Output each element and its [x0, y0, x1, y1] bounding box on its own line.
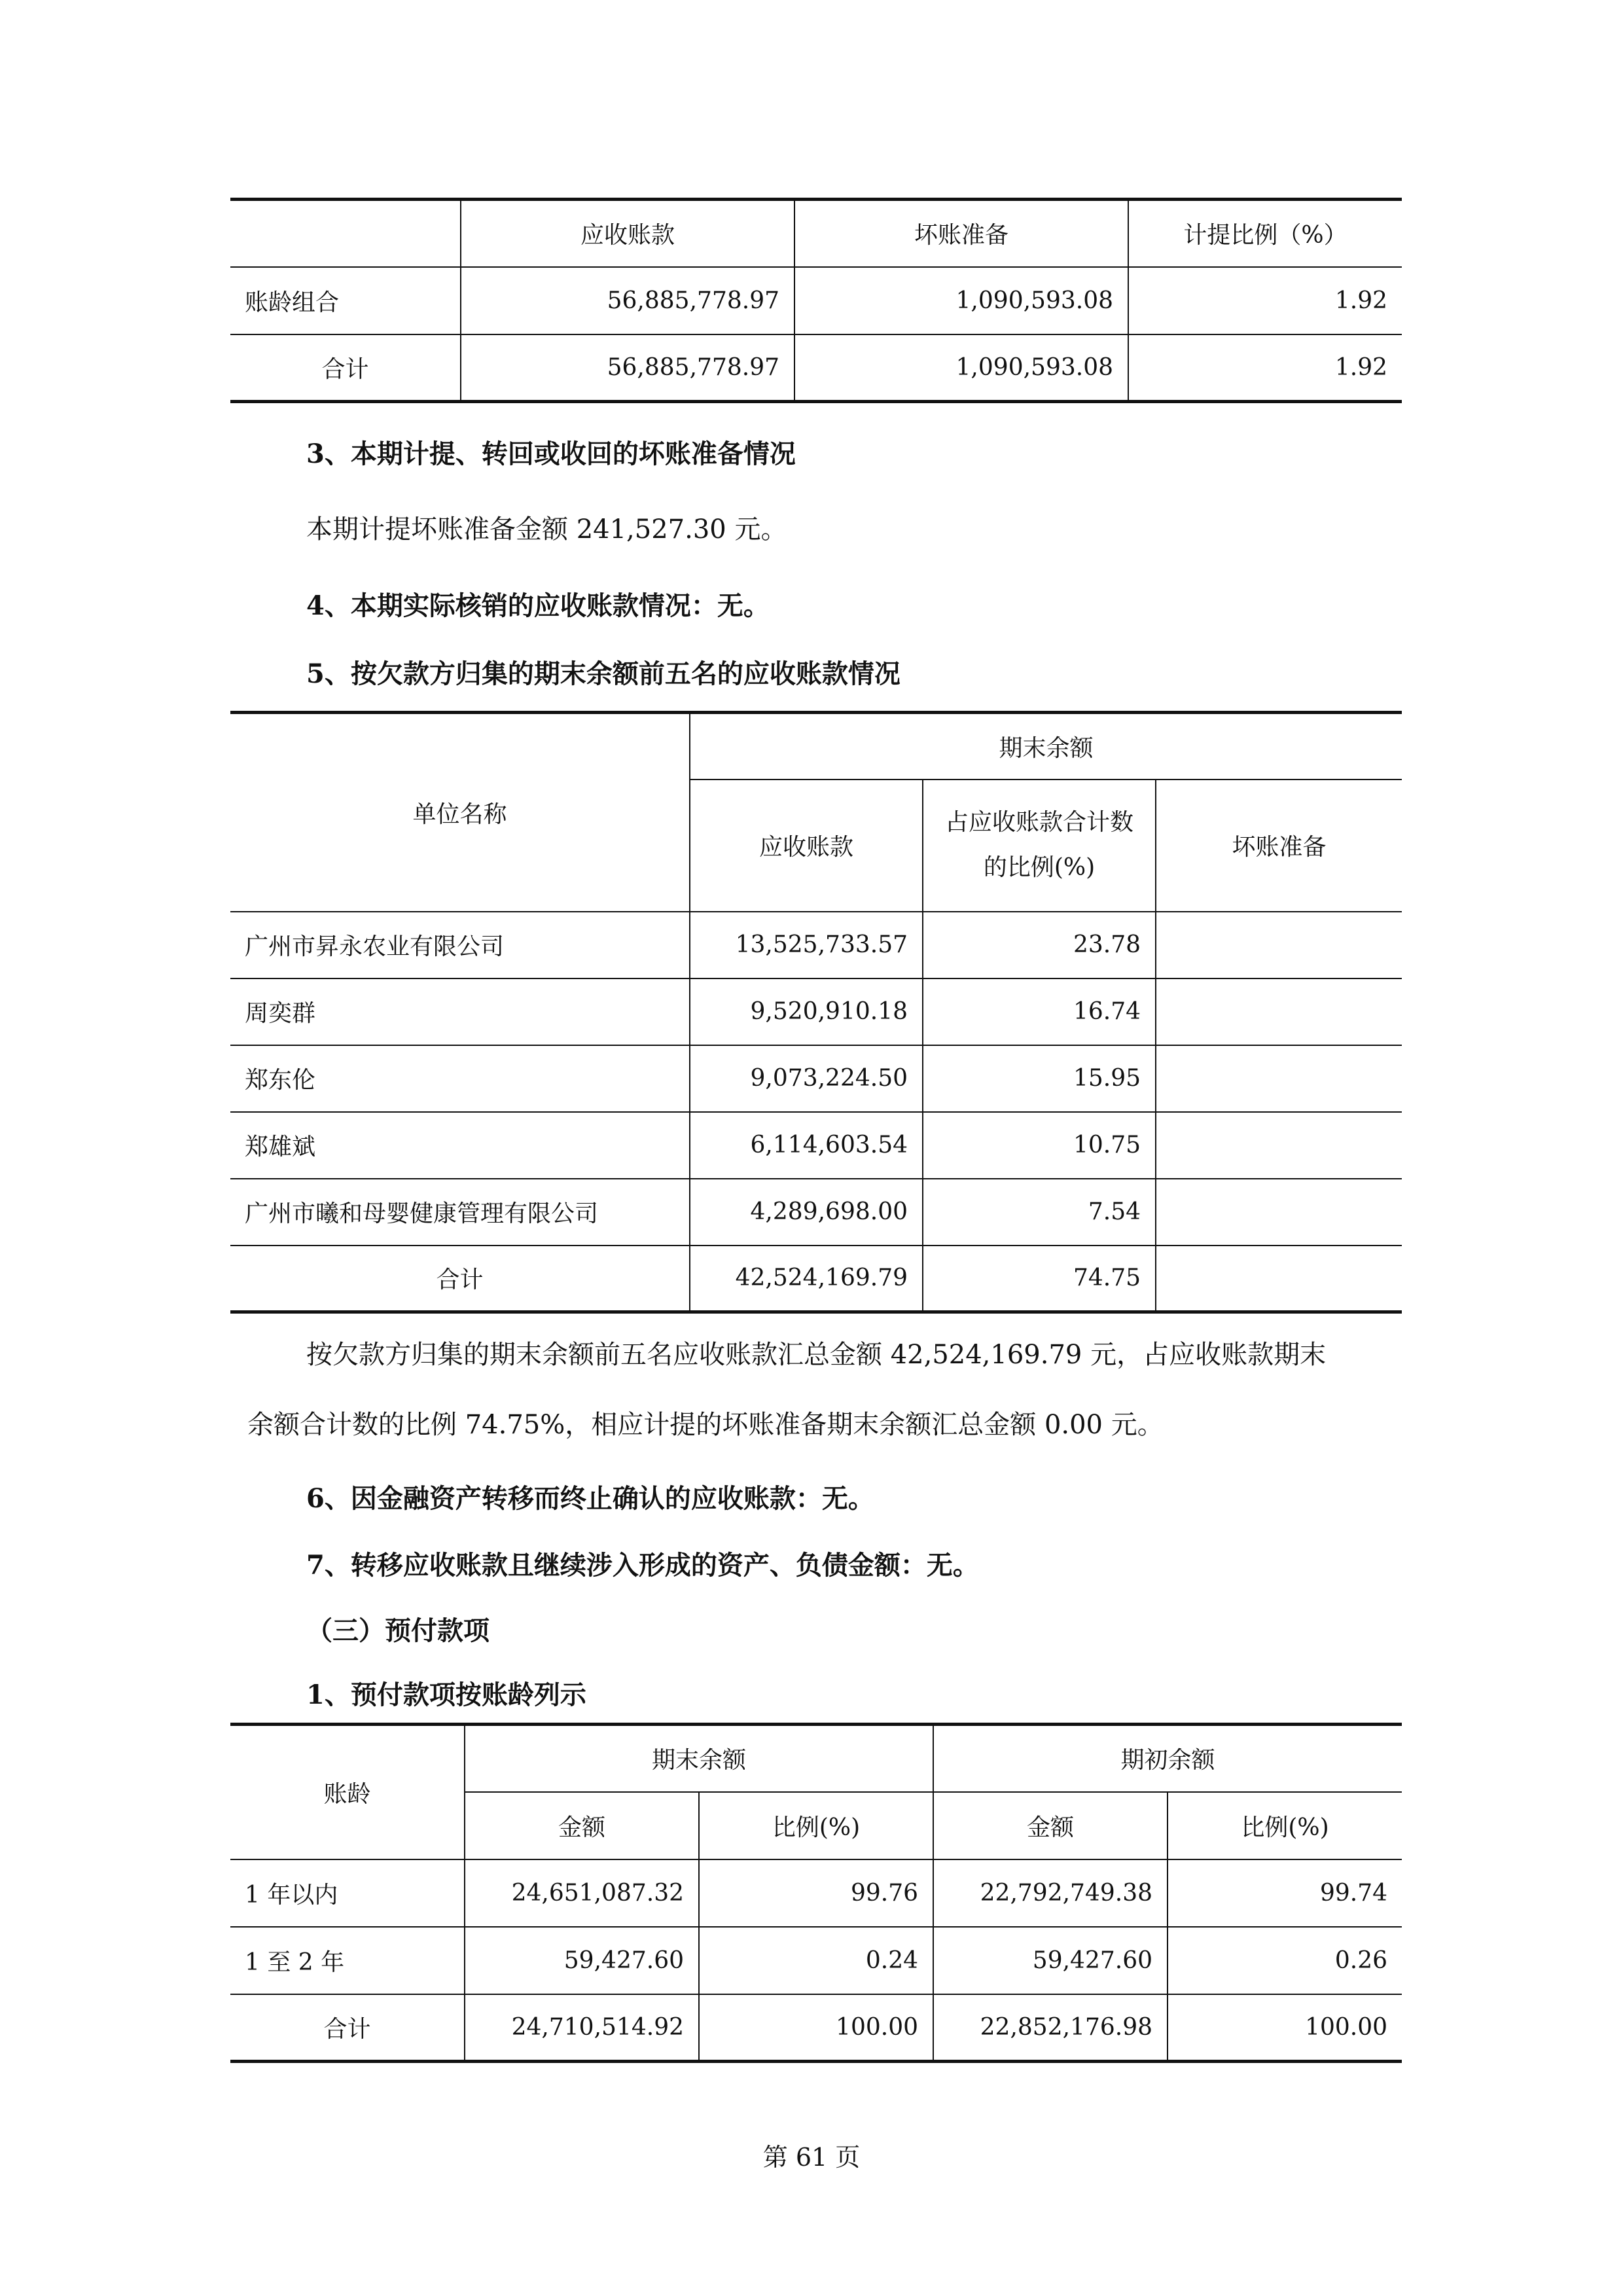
section-heading: 5、按欠款方归集的期末余额前五名的应收账款情况	[306, 658, 901, 689]
page-number: 第 61 页	[762, 2143, 861, 2172]
table-cell: 99.76	[699, 1859, 933, 1927]
table-cell	[1156, 1179, 1402, 1246]
table-cell	[1156, 978, 1402, 1045]
table-cell: 42,524,169.79	[690, 1246, 923, 1312]
table-cell: 周奕群	[230, 978, 690, 1045]
table-total-row	[230, 1246, 1402, 1312]
table-total-row	[230, 1994, 1402, 2062]
table-total-row	[230, 334, 1402, 402]
table-cell: 1 至 2 年	[230, 1927, 465, 1994]
table-header-row	[230, 1725, 1402, 1792]
table-cell: 合计	[230, 1994, 465, 2062]
table-cell: 账龄组合	[230, 267, 461, 334]
table-cell: 合计	[230, 1246, 690, 1312]
table-cell: 6,114,603.54	[690, 1112, 923, 1179]
section-heading: 3、本期计提、转回或收回的坏账准备情况	[306, 439, 796, 469]
table-cell: 15.95	[923, 1045, 1156, 1112]
table-cell: 23.78	[923, 912, 1156, 978]
table-cell: 24,651,087.32	[465, 1859, 699, 1927]
header-line: 的比例(%)	[983, 853, 1096, 881]
table-cell	[1156, 912, 1402, 978]
table-header-cell: 单位名称	[230, 713, 690, 912]
table-row	[230, 1112, 1402, 1179]
table-cell: 22,792,749.38	[933, 1859, 1168, 1927]
table-cell: 7.54	[923, 1179, 1156, 1246]
table-row	[230, 912, 1402, 978]
table-row	[230, 1179, 1402, 1246]
table-header-cell: 期初余额	[933, 1725, 1402, 1792]
table-cell: 24,710,514.92	[465, 1994, 699, 2062]
table-cell: 59,427.60	[933, 1927, 1168, 1994]
table-header-cell: 期末余额	[690, 713, 1402, 780]
table-header-cell: 账龄	[230, 1725, 465, 1859]
table-header-row	[230, 200, 1402, 267]
bad-debt-summary-table	[230, 198, 1402, 403]
table-cell: 99.74	[1168, 1859, 1402, 1927]
table-cell: 0.26	[1168, 1927, 1402, 1994]
prepayment-aging-table	[230, 1723, 1402, 2063]
table-cell: 10.75	[923, 1112, 1156, 1179]
table-cell: 56,885,778.97	[461, 334, 794, 402]
section-heading: 6、因金融资产转移而终止确认的应收账款：无。	[306, 1483, 874, 1514]
top-five-debtors-table	[230, 711, 1402, 1314]
table-header-cell	[923, 780, 1156, 912]
table-header-row	[230, 713, 1402, 780]
table-cell: 郑雄斌	[230, 1112, 690, 1179]
table-cell: 广州市曦和母婴健康管理有限公司	[230, 1179, 690, 1246]
table-row	[230, 1859, 1402, 1927]
section-heading: （三）预付款项	[306, 1615, 490, 1646]
table-header-cell: 计提比例（%）	[1128, 200, 1402, 267]
table-cell: 74.75	[923, 1246, 1156, 1312]
table-cell: 郑东伦	[230, 1045, 690, 1112]
table-row	[230, 978, 1402, 1045]
table-cell: 1 年以内	[230, 1859, 465, 1927]
table-header-cell: 应收账款	[690, 780, 923, 912]
table-cell	[1156, 1045, 1402, 1112]
table-cell: 16.74	[923, 978, 1156, 1045]
table-cell: 1,090,593.08	[794, 267, 1128, 334]
table-cell: 合计	[230, 334, 461, 402]
table-row	[230, 1927, 1402, 1994]
table-header-cell: 比例(%)	[1168, 1792, 1402, 1859]
table-row	[230, 1045, 1402, 1112]
table-cell: 100.00	[1168, 1994, 1402, 2062]
table-cell: 13,525,733.57	[690, 912, 923, 978]
table-cell	[1156, 1112, 1402, 1179]
table-cell: 广州市昇永农业有限公司	[230, 912, 690, 978]
table-header-cell: 坏账准备	[794, 200, 1128, 267]
table-cell: 59,427.60	[465, 1927, 699, 1994]
table-cell: 0.24	[699, 1927, 933, 1994]
table-cell: 1.92	[1128, 334, 1402, 402]
section-heading: 1、预付款项按账龄列示	[306, 1679, 586, 1710]
table-cell: 1,090,593.08	[794, 334, 1128, 402]
table-header-cell: 坏账准备	[1156, 780, 1402, 912]
paragraph: 余额合计数的比例 74.75%，相应计提的坏账准备期末余额汇总金额 0.00 元。	[247, 1410, 1164, 1440]
table-header-cell: 应收账款	[461, 200, 794, 267]
paragraph: 本期计提坏账准备金额 241,527.30 元。	[306, 514, 787, 545]
paragraph: 按欠款方归集的期末余额前五名应收账款汇总金额 42,524,169.79 元，占应收账款期末	[306, 1340, 1327, 1370]
table-header-cell	[230, 200, 461, 267]
table-row	[230, 267, 1402, 334]
table-header-cell: 金额	[465, 1792, 699, 1859]
table-header-cell: 金额	[933, 1792, 1168, 1859]
section-heading: 7、转移应收账款且继续涉入形成的资产、负债金额：无。	[306, 1550, 979, 1581]
table-cell: 22,852,176.98	[933, 1994, 1168, 2062]
header-line: 占应收账款合计数	[944, 809, 1133, 836]
table-header-cell: 期末余额	[465, 1725, 933, 1792]
table-cell: 9,073,224.50	[690, 1045, 923, 1112]
table-cell: 9,520,910.18	[690, 978, 923, 1045]
table-cell	[1156, 1246, 1402, 1312]
table-cell: 100.00	[699, 1994, 933, 2062]
table-cell: 56,885,778.97	[461, 267, 794, 334]
table-cell: 4,289,698.00	[690, 1179, 923, 1246]
table-cell: 1.92	[1128, 267, 1402, 334]
table-header-cell: 比例(%)	[699, 1792, 933, 1859]
section-heading: 4、本期实际核销的应收账款情况：无。	[306, 590, 770, 621]
